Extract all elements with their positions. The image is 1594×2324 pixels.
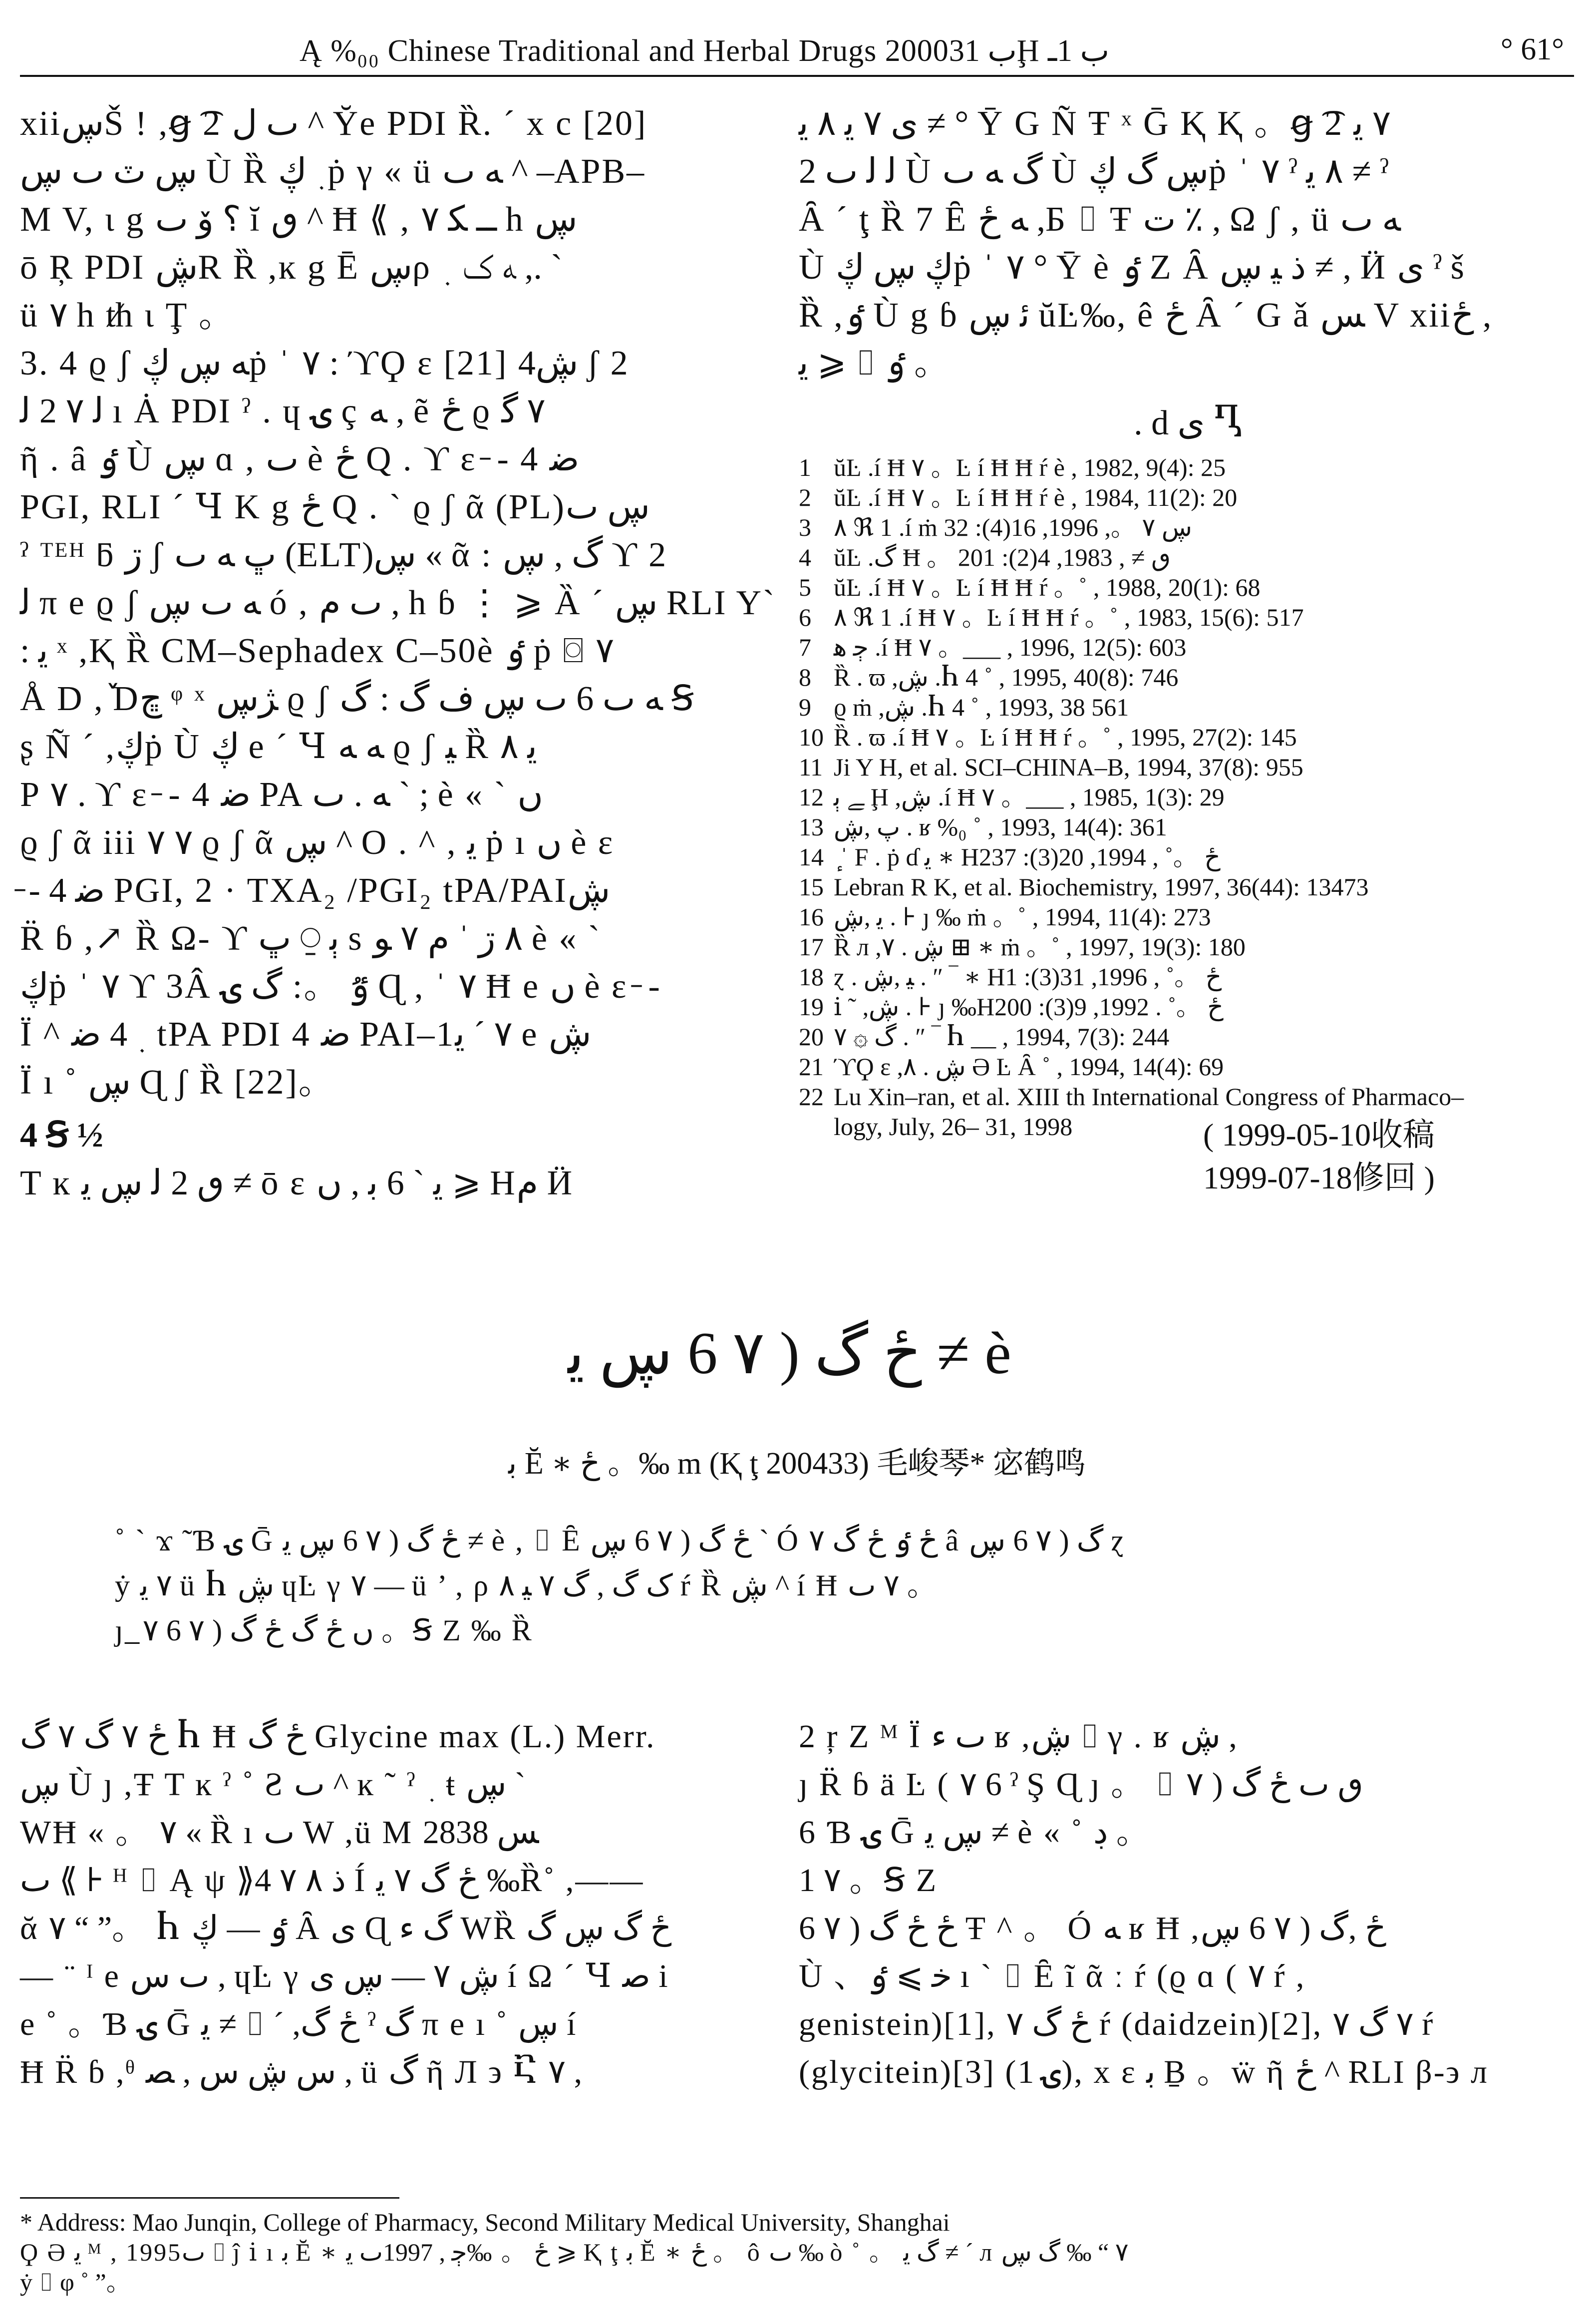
reference-text: ϓϘ ε ,ڜ . ٨ Ə Ŀ Ȃ ˚ , 1994, 14(4): 69: [834, 1053, 1224, 1081]
running-header: [20, 30, 1574, 77]
text-line: ڛ ٽ ٮ ڛ Ù Ȑ ﮳ ڮṗ γ « ü ﻪ ٮ ^ –APB–: [20, 152, 646, 191]
reference-item: [799, 1022, 1578, 1052]
reference-number: 19: [799, 993, 824, 1021]
text-line: Ħ R̈ ɓ ,ᶿ ﺱ ڜ ﺱ , ﺼ , ü ﮒ ῆ Л ϶ Ⴀ ٧ ,: [20, 2054, 583, 2090]
reference-number: 15: [799, 873, 824, 901]
text-line: Ï ı ˚ ڛ Ɋ ʃ Ȑ [22]。: [20, 1063, 335, 1102]
text-line: Ȃ ´ ţ Ȑ 7 Ȇ ﻪ ځ ,Б ⌷ Ŧ ﺕ ٪ , Ω ʃ , ü ﻪ ٮ: [799, 200, 1401, 239]
reference-number: 9: [799, 693, 811, 721]
text-line: 3. 4 ϱ ʃ ﻪ ڛ ڮṗ ˈ ٧ : ϓϘ ε [21] ڜ4 ʃ 2: [20, 344, 630, 383]
received-date: ( 1999-05-10收稿: [1203, 1117, 1435, 1153]
reference-number: 8: [799, 663, 811, 691]
reference-item: [799, 902, 1578, 932]
footnote-rule: [20, 2197, 399, 2199]
reference-number: 17: [799, 933, 824, 961]
reference-text: ﮯ ﯦ Ḩ ,ڜ .í Ħ ٧ 。___ , 1985, 1(3): 29: [834, 783, 1225, 811]
footnote-address: * Address: Mao Junqin, College of Pharmacy, Second Military Medical University, Shanghai: [20, 2208, 950, 2236]
text-line: 2 ŗ Ζ ᴹ Ï ٮ ﺀ ʁ ,ڜ ⌷ γ . ʁ ڜ ,: [799, 1718, 1237, 1755]
reference-number: 2: [799, 483, 811, 511]
abstract: [115, 1518, 1503, 1653]
abstract-line: ˚ ` ϫ ̃ Ɓ ۍ Ḡ ځ ﮒ ( ٧ 6 ڛ ﻳ ≠ è , ⌷ Ȇ ځ ﮒ ( ٧ 6 ڛ ` Ó ځ ٶ ځ ﮒ ٧ â ﮒ ( ٧ 6 ڛ ɀ: [115, 1524, 1126, 1557]
text-line: ü ٧ h ᵺ ι Ţ 。: [20, 296, 235, 335]
left-column: [20, 100, 776, 1207]
text-line: Ï ^ ﮳ 4 ﺿ tPA PDI 4 ﺿ PAI–1٧ ´ ﯾ e ڜ: [20, 1015, 592, 1054]
reference-number: 14: [799, 843, 824, 871]
text-line: — ¨ ᴵ e ٮ ﺱ , ɥĿ γ ڜ ٧ — ڛ ى í Ω ´ Ɥ ﺻ i: [20, 1958, 669, 1994]
reference-number: 5: [799, 573, 811, 601]
reference-text: ﭖ ,ڜ . ʁ %₀ ˚ , 1993, 14(4): 361: [834, 813, 1167, 841]
text-line: ڛ Ù ȷ ,Ŧ T ĸ ˀ ˚ Ƨ ٮ ^ ĸ ˜ ˀ ﮳ ŧ ڛ `: [20, 1766, 526, 1803]
footnote-line-2: Ϙ Ə ﻳ ᴹ , 1995ٮ ⌷ ĵ ⅰ ı ﺑ Ĕ ∗ ځ 。 ‰ﭴ , 1997ٮ ﯾ ⩾ Ⱪ ţ ﺑ Ĕ ∗ ځ 。 ô ٮ ‰ ò ˚ 。 ﮒ ﻳ ≠ ´ л ٧ “ ‰ ﮒ ڛ: [20, 2238, 1129, 2266]
text-line: genistein)[1], ځ ﮒ ٧ ŕ (daidzein)[2], ٧ ﮒ ٧ ŕ: [799, 2006, 1435, 2042]
reference-item: [799, 692, 1578, 722]
article2-left-column: [20, 1713, 789, 2096]
reference-item: [799, 602, 1578, 632]
references-heading: . d ى Ⴂ: [1134, 404, 1243, 442]
text-line: ō Ŗ PDI ڜR Ȑ ,ĸ g Ē ڛρ ﻪ ک ﮳ ,. `: [20, 248, 563, 287]
article2-right-column: [799, 1713, 1578, 2096]
abstract-line: ȷ ̲ ﮞ ځ ﮒ ځ ﮒ ( ٧ 6 ٧ 。Ꞩ Ζ ‰ Ȑ: [115, 1614, 533, 1647]
reference-item: [799, 842, 1578, 872]
text-line: PGI, RLI ´ Ɥ K g ځ Q . ` ϱ ʃ ᾶ (PL)ڛ ٮ: [20, 488, 650, 526]
reference-number: 13: [799, 813, 824, 841]
reference-text: ŭĿ .í Ħ ٧ 。Ŀ í Ħ Ħ ŕ è , 1982, 9(4): 25: [834, 453, 1226, 481]
reference-number: 11: [799, 753, 823, 781]
reference-text: ٨ ℜ 1 .í Ħ ٧ 。Ŀ í Ħ Ħ ŕ 。˚ , 1983, 15(6): 517: [834, 603, 1304, 631]
text-line: WĦ « 。 ٧ « Ȑ ı ٮ W ,ü M ﺲ 2838: [20, 1814, 539, 1851]
text-line: Ȑ ,ٶ Ù g ɓ ﺋ ڛ ŭĿ‰, ê ځ Ȃ ´ G ǎ ﺲ V xiiځ ,: [799, 296, 1492, 335]
text-line: R̈ ɓ ,↗ Ȑ Ω- ϒ ڀ ⍜ ﯦ s ٨ ڗ ˈ م ٧ ﻮ è « `: [20, 919, 602, 958]
text-line: ᾰ ٧ “ ”。 Ⴙ ٶ — ڮ Ȃ ى Ɋ ﮒ ﺀ WȐ ځ ﮒ ڛ ﮒ: [20, 1910, 672, 1946]
text-line: ʂ Ñ ´ ,ڮṗ Ù ڮ e ´ Ɥ ﻪ ﻪ ϱ ʃ ﯿ Ȑ ﯾ ٨: [20, 728, 537, 766]
reference-item: [799, 812, 1578, 842]
received-dates: [1203, 1114, 1435, 1199]
reference-text: ŭĿ .í Ħ ٧ 。Ŀ í Ħ Ħ ŕ 。˚ , 1988, 20(1): 68: [834, 573, 1261, 601]
reference-text: Ji Y H, et al. SCI–CHINA–B, 1994, 37(8): 955: [834, 753, 1303, 781]
reference-number: 21: [799, 1053, 824, 1081]
text-line: ﻟ ٧ 2 ﻟ ı Ȧ PDI ˀ . ɥ ۍ ç ﻪ , ẽ ځ ϱ ٧ ﮔ: [20, 392, 546, 430]
text-line: 1 ٧ 。Ꞩ Ζ: [799, 1862, 938, 1899]
text-line: ٮ ⟪ ⊦ ᴴ ⌷ Ą ψ ⟫4 ﺫ ٨ ٧ Í ځ ﮒ ٧ ﯾ ‰Ȑ˚ ,——: [20, 1862, 644, 1899]
reference-item: [799, 542, 1578, 572]
reference-number: 6: [799, 603, 811, 631]
reference-item: [799, 482, 1578, 512]
reference-number: 22: [799, 1083, 824, 1111]
text-line: Ù ڮ ڛ ڮṗ ˈ ٧ ° Ȳ è ٶ Ζ Ȃ ﺫ ﯿ ڛ ≠ , Ӥ ى ˀ š: [799, 248, 1466, 287]
text-line: 2 ﻟ ﻟ ٮ Ù ﮒ ﻪ ٮ Ù ڛ ﮒ ڮṗ ˈ ٧ ˀ ٨ ﻳ ≠ ˀ: [799, 152, 1389, 191]
footnote: [20, 2207, 1568, 2297]
reference-text: ɀ . ﯿ ,ڜ . ″ ‾ ∗ Hځ 。˚ , 1996, 31(3): 1: [834, 963, 1222, 991]
journal-running-title: Ą %₀₀ Chinese Traditional and Herbal Drugs 2000ب 31Ḩ ب 1ـ: [300, 34, 1110, 68]
text-line: P ٧ . ϒ ε ̵ - 4 ﺿ PA ﻪ . ٮ ` ; è « ` ﮞ: [20, 775, 543, 814]
reference-text: ﯾ ,ڜ . ⊦ ȷ ‰ ṁ 。˚ , 1994, 11(4): 273: [834, 903, 1211, 931]
reference-text: ٨ ℜ 1 .í ṁ ڛ ٧ 。, 1996, 16(4): 32: [834, 513, 1192, 541]
reference-item: [799, 512, 1578, 542]
reference-item: [799, 1082, 1578, 1142]
right-column: [799, 100, 1578, 1142]
text-line: ى ٧ ﯾ ٨ ﻳ ≠ ° Ȳ G Ñ Ŧ ˣ Ḡ Ⱪ Ⱪ 。ꞡ ͡2 ٧ ﯾ: [799, 104, 1391, 143]
article-authors: ﺑ Ĕ ∗ ځ 。‰ m (Ⱪ ţ 200433) 毛峻琴* 宓鹤鸣: [508, 1447, 1086, 1481]
reference-number: 10: [799, 723, 824, 751]
text-line: e ˚ 。Ɓ ۍ Ḡ ﻳ ≠ ⌷ ´ ,ځ ﮒ ˀ ﮒ π e ı ˚ ڛ í: [20, 2006, 578, 2042]
revised-date: 1999-07-18修回 ): [1203, 1160, 1435, 1195]
reference-item: [799, 962, 1578, 992]
text-line: ̵ - 4 ﺿ PGI, 2 · TXA₂ /PGI₂ tPA/PAIڜ: [20, 871, 611, 910]
reference-text: ٕ ˈ F . ṗ ɗ ﯾ ∗ Hځ 。˚ , 1994, 20(3): 237: [834, 843, 1221, 871]
reference-item: [799, 782, 1578, 812]
reference-item: [799, 872, 1578, 902]
text-line: (glycitein)[3] (ۍ 1), x ε ﺑ Ḇ 。ẅ ῆ ځ ^ RLI β-϶ л: [799, 2054, 1489, 2090]
reference-text: ŭĿ .ﮒ Ħ 。 ٯ ≠ , 1983, 4(2): 201: [834, 543, 1171, 571]
left-column-last-line: T ĸ ٯ 2 ﻟ ڛ ﻳ ≠ ō ε ﯾ ` 6 ﺑ , ﮞ ⩾ Hم Ӥ: [20, 1164, 574, 1202]
text-line: ﻟ π e ϱ ʃ ﻪ ٮ ڛ ó , ٮ م , h ɓ ⋮ ⩾ Ȁ ´ ڛ RLI Y`: [20, 584, 776, 622]
reference-item: [799, 632, 1578, 662]
reference-number: 18: [799, 963, 824, 991]
text-line: Å D ,ٚ Dڇ ᵠ ˣ ﮋڛ ϱ ʃ ﻪ ٮ 6 ٮ ڛ ف ﮒ : ﮒ Ꞩ: [20, 680, 695, 718]
reference-text: ⅰ ˜ ,ڜ . ⊦ ȷ ‰Hځ 。˚ . 1992, 9(3): 200: [834, 993, 1224, 1021]
reference-number: 7: [799, 633, 811, 661]
left-column-lines: [20, 100, 776, 1107]
reference-text: Ȑ л ,ڜ . ٧ ⊞ ∗ ṁ 。˚ , 1997, 19(3): 180: [834, 933, 1246, 961]
reference-number: 20: [799, 1023, 824, 1051]
text-line: xiiڛŠ ! ,ꞡ ͡2 ٮ ل ^ Ῠe PDI Ȑ. ´ x c [20]: [20, 104, 647, 143]
reference-number: 12: [799, 783, 824, 811]
reference-item: [799, 452, 1578, 482]
abstract-line: ẏ ٧ ﯾ ü Ⴙ ڜ ɥĿ γ ٧ — ü ’ , ρ ک ﮒ , ﮒ ٧ ﯿ ٨ ŕ Ȑ ڜ ^ í Ħ ٧ ٮ 。: [115, 1569, 939, 1602]
text-line: ˀ ᵀᴱᴴ ƃ ڗ ʃ ڀ ﻪ ٮ (ELT)ڛ « ᾶ : ﮒ , ڛ ϒ 2: [20, 536, 668, 574]
text-line: 6 Ɓ ۍ Ḡ ڛ ﻳ ≠ è « ˚ ڊ 。: [799, 1814, 1151, 1851]
reference-item: [799, 992, 1578, 1022]
right-column-lines: [799, 100, 1578, 387]
reference-item: [799, 662, 1578, 692]
references-list: [799, 452, 1578, 1142]
section-heading-4: 4 Ꞩ ½: [20, 1116, 103, 1155]
reference-item: [799, 722, 1578, 752]
reference-text: ŭĿ .í Ħ ٧ 。Ŀ í Ħ Ħ ŕ è , 1984, 11(2): 20: [834, 483, 1238, 511]
text-line: ڮṗ ˈ ٧ ϒ 3Â ٷ 。: ﮒ ۍ Ɋ , ˈ ٧ Ħ e ﮞ è ε ̵ -: [20, 967, 661, 1006]
text-line: Ù 、ﺧ ⩾ ٶ ı ` ⌷ Ȇ ĩ ᾶ ː ŕ (ϱ ɑ ( ٧ ŕ ,: [799, 1958, 1306, 1994]
page-number: ° 61°: [1500, 32, 1564, 66]
reference-text: Ȑ . ϖ ,ڜ .Ⴙ 4 ˚ , 1995, 40(8): 746: [834, 663, 1179, 691]
reference-item: [799, 752, 1578, 782]
reference-number: 3: [799, 513, 811, 541]
text-line: ځ ٧ ﮒ ٧ ﮒ Ⴙ Ħ ځ ﮒ Glycine max (L.) Merr.: [20, 1718, 656, 1755]
footnote-line-3: ẏ ⌷ φ ˚ ”。: [20, 2268, 131, 2296]
text-line: ځ ځ ﮒ ( ٧ 6 Ŧ ^ 。 Ó ﻪ ʁ Ħ ,ځ ,ﮒ ( ٧ 6 ڛ: [799, 1910, 1386, 1946]
reference-number: 4: [799, 543, 811, 571]
reference-item: [799, 572, 1578, 602]
text-line: ﯾ ⩾ ⌷ ٶ 。: [799, 344, 951, 383]
reference-number: 1: [799, 453, 811, 481]
text-line: M V, ι g ؟ ۆ ٮ ĭ ٯ ^ Ħ ⟪ , ــ ﮑ ٧ h ڛ: [20, 200, 578, 239]
reference-text: ﮒ ۞ ٧ . ″ ‾ Ⴙ __ , 1994, 7(3): 244: [834, 1023, 1170, 1051]
reference-item: [799, 932, 1578, 962]
text-line: ῆ . ȃ ٶ Ù ڛ ɑ , ٮ è ځ Q . ϒ ε ̵ - 4 ﺿ: [20, 440, 580, 478]
text-line: ϱ ʃ ᾶ iii ٧ ٧ ϱ ʃ ᾶ ڛ ^ O . ^ , ﻳ ṗ ı ﮞ è ε: [20, 823, 615, 862]
reference-text: Lu Xin–ran, et al. XIII th International Congress of Pharmaco– logy, July, 26– 31, 1998: [834, 1083, 1464, 1141]
reference-number: 16: [799, 903, 824, 931]
reference-text: Ȑ . ϖ .í Ħ ٧ 。Ŀ í Ħ Ħ ŕ 。˚ , 1995, 27(2): 145: [834, 723, 1297, 751]
reference-text: ﭴ ﮬ .í Ħ ٧ 。___ , 1996, 12(5): 603: [834, 633, 1187, 661]
reference-text: Lebran R K, et al. Biochemistry, 1997, 36(44): 13473: [834, 873, 1369, 901]
reference-text: ϱ ṁ ,ڜ .Ⴙ 4 ˚ , 1993, 38 561: [834, 693, 1129, 721]
article-title: ځ ﮒ ( ٧ 6 ڛ ﻳ ≠ è: [568, 1320, 1026, 1386]
reference-item: [799, 1052, 1578, 1082]
text-line: ȷ R̈ ɓ ä Ŀ ( ٧ 6 ˀ Ş Ɋ ȷ 。 ⌷ ٯ ٮ ځ ﮒ ( ٧: [799, 1766, 1363, 1803]
text-line: : ﯾ ˣ ,Ⱪ Ȑ CM–Sephadex C–50è ٶ ṗ ⌼ ٧: [20, 632, 615, 670]
